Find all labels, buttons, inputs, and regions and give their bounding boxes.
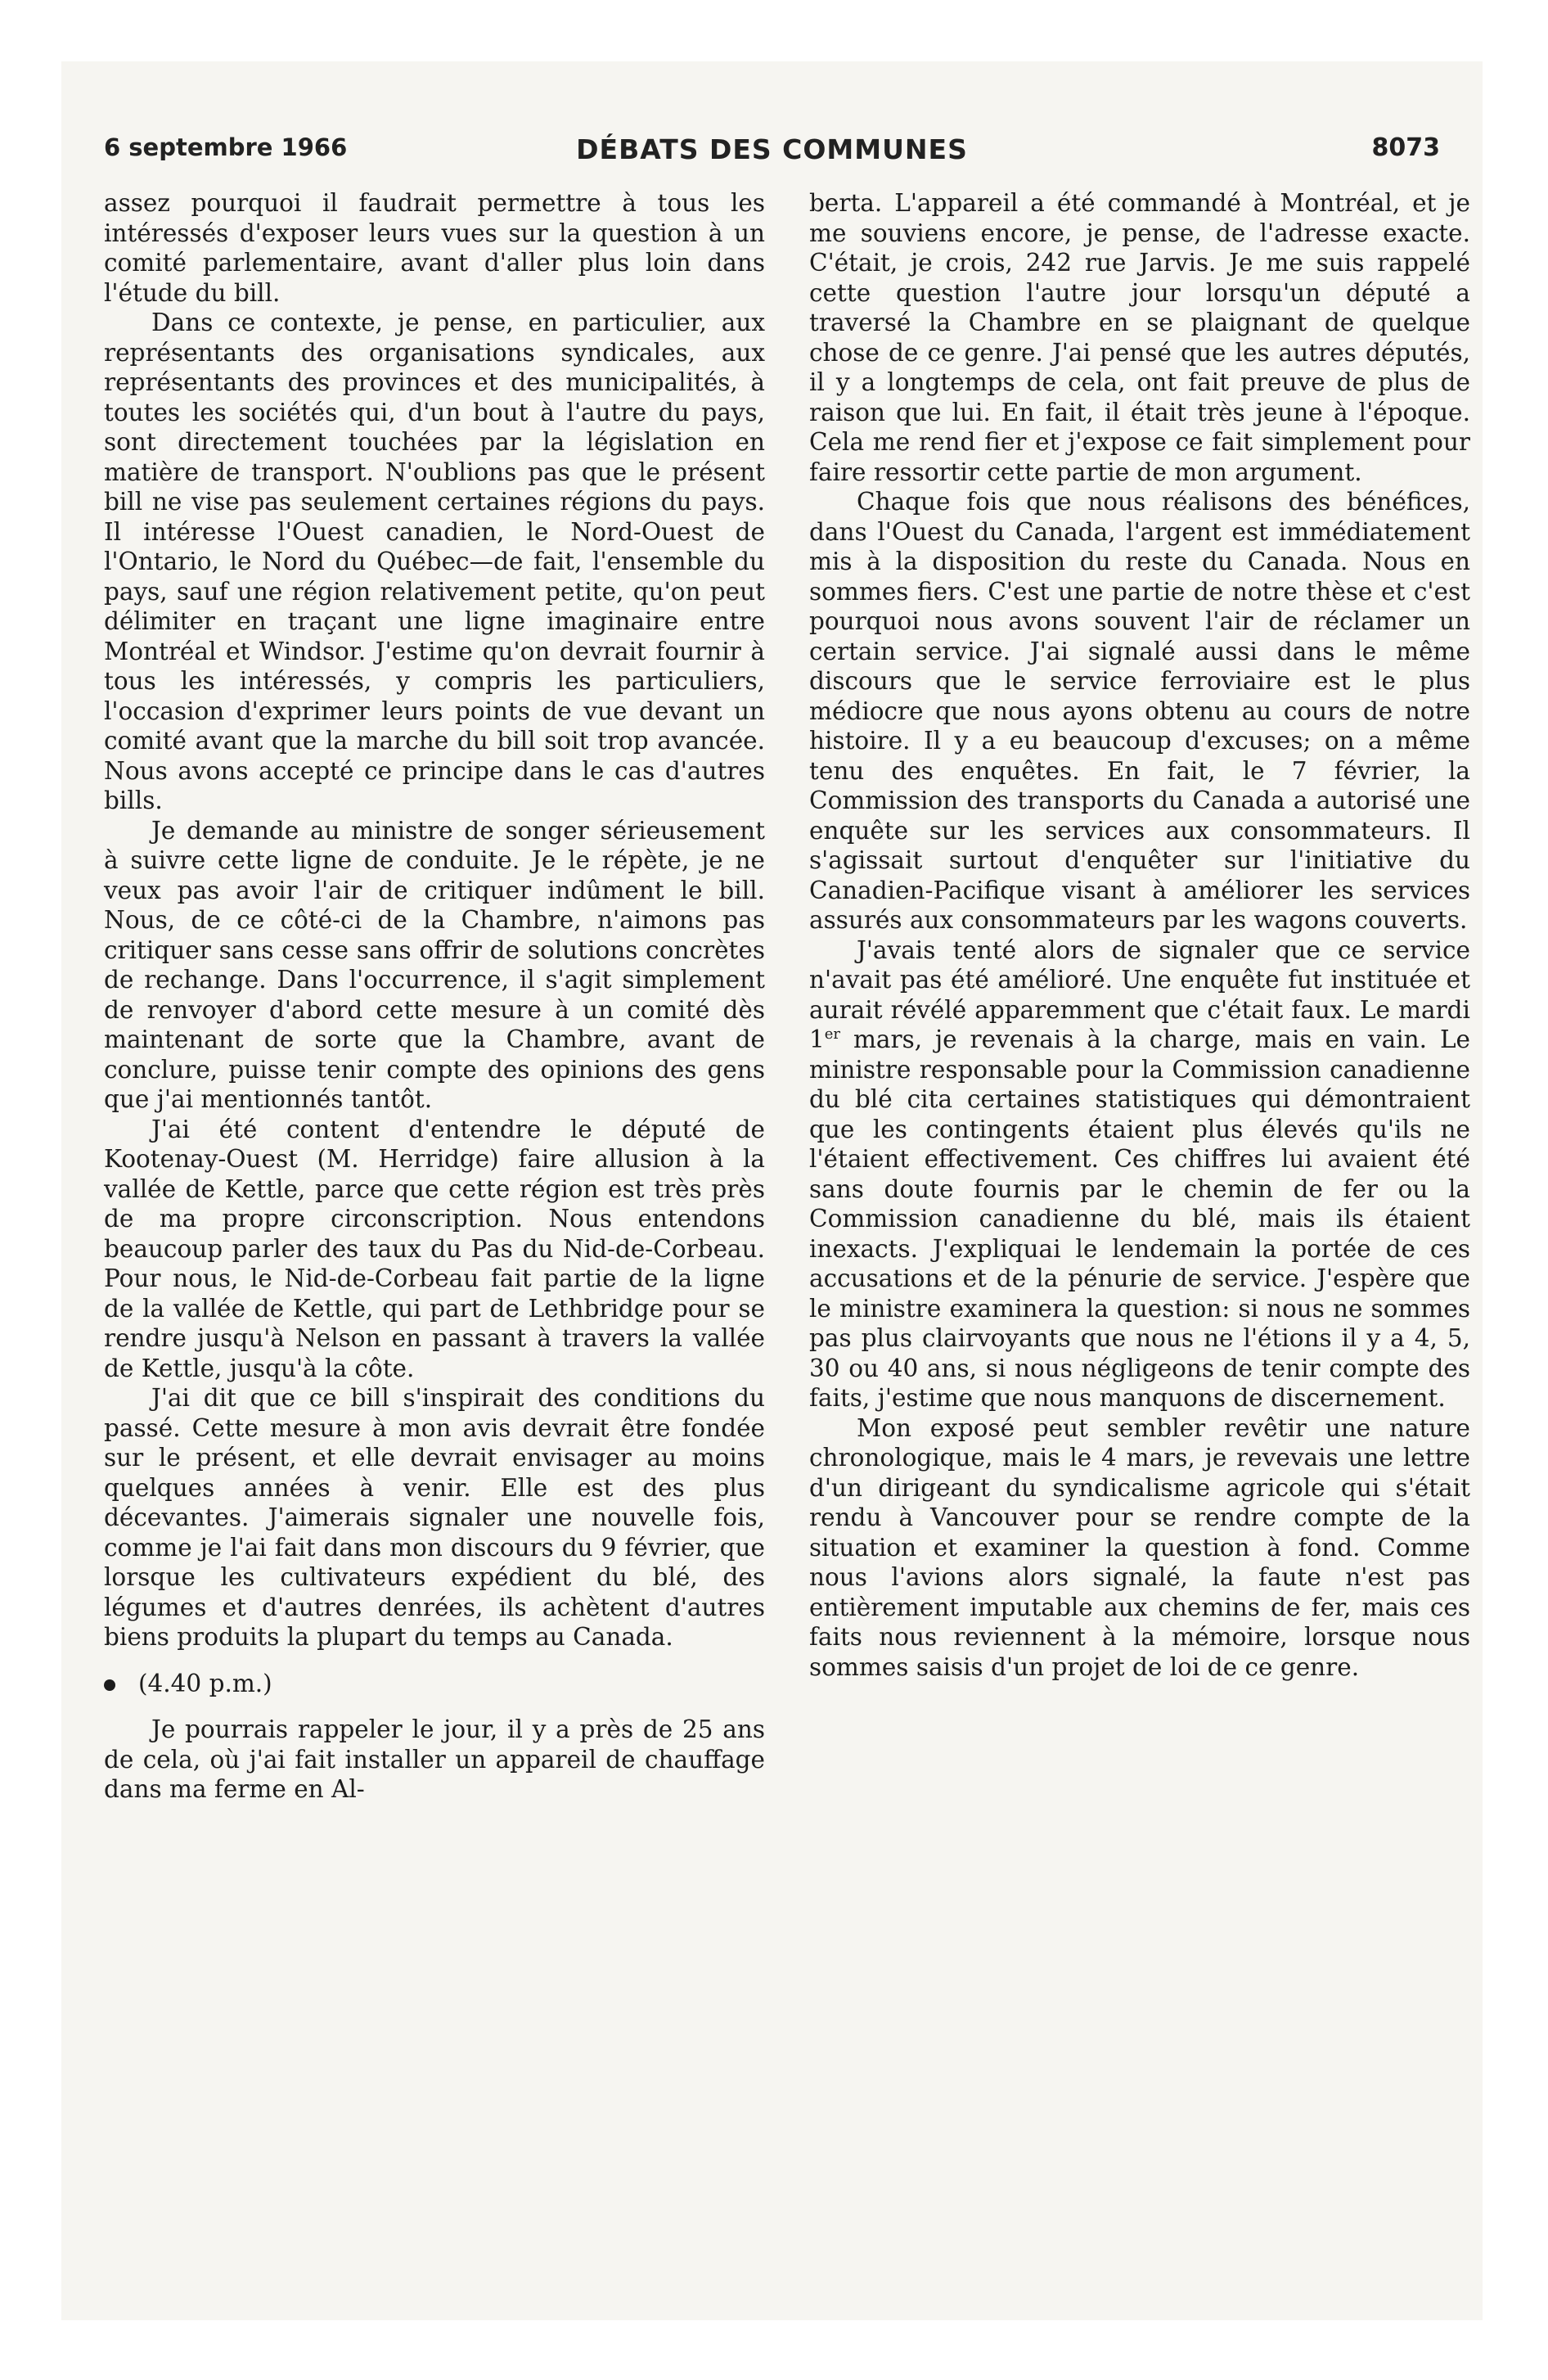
page-number: 8073	[1371, 133, 1440, 162]
paragraph: Dans ce contexte, je pense, en particulier, aux représentants des organisations syndicales, aux représentants des provinces et des municipalités, à toutes les sociétés qui, d'un bout à l'autre du pays, sont directement touchées par la législation en matière de transport. N'oublions pas que le présent bill ne vise pas seulement certaines régions du pays. Il intéresse l'Ouest canadien, le Nord-Ouest de l'Ontario, le Nord du Québec—de fait, l'ensemble du pays, sauf une région relativement petite, qu'on peut délimiter en traçant une ligne imaginaire entre Montréal et Windsor. J'estime qu'on devrait fournir à tous les intéressés, y compris les particuliers, l'occasion d'exprimer leurs points de vue devant un comité avant que la marche du bill soit trop avancée. Nous avons accepté ce principe dans le cas d'autres bills.	[104, 309, 765, 814]
header-title: DÉBATS DES COMMUNES	[576, 133, 968, 165]
paragraph: Mon exposé peut sembler revêtir une nature chronologique, mais le 4 mars, je revevais une lettre d'un dirigeant du syndicalisme agricole qui s'était rendu à Vancouver pour se rendre compte de la situation et examiner la question à fond. Comme nous l'avions alors signalé, la faute n'est pas entièrement imputable aux chemins de fer, mais ces faits nous reviennent à la mémoire, lorsque nous sommes saisis d'un projet de loi de ce genre.	[809, 1413, 1470, 1681]
paragraph-part: mars, je revenais à la charge, mais en vain. Le ministre responsable pour la Commission canadienne du blé cita certaines statistiques qui démontraient que les contingents étaient plus élevés qu'ils ne l'étaient effectivement. Ces chiffres lui avaient été sans doute fournis par le chemin de fer ou la Commission canadienne du blé, mais ils étaient inexacts. J'expliquai le lendemain la portée de ces accusations et de la pénurie de service. J'espère que le ministre examinera la question: si nous ne sommes pas plus clairvoyants que nous ne l'étions il y a 4, 5, 30 ou 40 ans, si nous négligeons de tenir compte des faits, j'estime que nous manquons de discernement.	[809, 1025, 1470, 1412]
bullet-icon	[104, 1679, 115, 1691]
right-column	[809, 188, 1470, 1682]
paragraph: Je demande au ministre de songer sérieusement à suivre cette ligne de conduite. Je le répète, je ne veux pas avoir l'air de critiquer indûment le bill. Nous, de ce côté-ci de la Chambre, n'aimons pas critiquer sans cesse sans offrir de solutions concrètes de rechange. Dans l'occurrence, il s'agit simplement de renvoyer d'abord cette mesure à un comité dès maintenant de sorte que la Chambre, avant de conclure, puisse tenir compte des opinions des gens que j'ai mentionnés tantôt.	[104, 816, 765, 1113]
superscript: er	[824, 1025, 841, 1044]
time-marker: (4.40 p.m.)	[138, 1669, 272, 1697]
paragraph: J'ai dit que ce bill s'inspirait des conditions du passé. Cette mesure à mon avis devrait être fondée sur le présent, et elle devrait envisager au moins quelques années à venir. Elle est des plus décevantes. J'aimerais signaler une nouvelle fois, comme je l'ai fait dans mon discours du 9 février, que lorsque les cultivateurs expédient du blé, des légumes et d'autres denrées, ils achètent d'autres biens produits la plupart du temps au Canada.	[104, 1384, 765, 1651]
paragraph: berta. L'appareil a été commandé à Montréal, et je me souviens encore, je pense, de l'adresse exacte. C'était, je crois, 242 rue Jarvis. Je me suis rappelé cette question l'autre jour lorsqu'un député a traversé la Chambre en se plaignant de quelque chose de ce genre. J'ai pensé que les autres députés, il y a longtemps de cela, ont fait preuve de plus de raison que lui. En fait, il était très jeune à l'époque. Cela me rend fier et j'expose ce fait simplement pour faire ressortir cette partie de mon argument.	[809, 189, 1470, 486]
paragraph: Chaque fois que nous réalisons des bénéfices, dans l'Ouest du Canada, l'argent est immédiatement mis à la disposition du reste du Canada. Nous en sommes fiers. C'est une partie de notre thèse et c'est pourquoi nous avons souvent l'air de réclamer un certain service. J'ai signalé aussi dans le même discours que le service ferroviaire est le plus médiocre que nous ayons obtenu au cours de notre histoire. Il y a eu beaucoup d'excuses; on a même tenu des enquêtes. En fait, le 7 février, la Commission des transports du Canada a autorisé une enquête sur les services aux consommateurs. Il s'agissait surtout d'enquêter sur l'initiative du Canadien-Pacifique visant à améliorer les services assurés aux consommateurs par les wagons couverts.	[809, 488, 1470, 934]
header-date: 6 septembre 1966	[104, 133, 348, 161]
paragraph	[809, 935, 1470, 1413]
page-header	[104, 133, 1440, 183]
paragraph: Je pourrais rappeler le jour, il y a près de 25 ans de cela, où j'ai fait installer un appareil de chauffage dans ma ferme en Al-	[104, 1715, 765, 1803]
paragraph: assez pourquoi il faudrait permettre à tous les intéressés d'exposer leurs vues sur la question à un comité parlementaire, avant d'aller plus loin dans l'étude du bill.	[104, 189, 765, 307]
time-marker-line	[104, 1669, 765, 1699]
paragraph: J'ai été content d'entendre le député de Kootenay-Ouest (M. Herridge) faire allusion à la vallée de Kettle, parce que cette région est très près de ma propre circonscription. Nous entendons beaucoup parler des taux du Pas du Nid-de-Corbeau. Pour nous, le Nid-de-Corbeau fait partie de la ligne de la vallée de Kettle, qui part de Lethbridge pour se rendre jusqu'à Nelson en passant à travers la vallée de Kettle, jusqu'à la côte.	[104, 1115, 765, 1382]
page	[61, 61, 1483, 2320]
paragraph-part: J'avais tenté alors de signaler que ce service n'avait pas été amélioré. Une enquête fut instituée et aurait révélé apparemment que c'était faux. Le mardi 1	[809, 935, 1470, 1053]
left-column	[104, 188, 765, 1805]
